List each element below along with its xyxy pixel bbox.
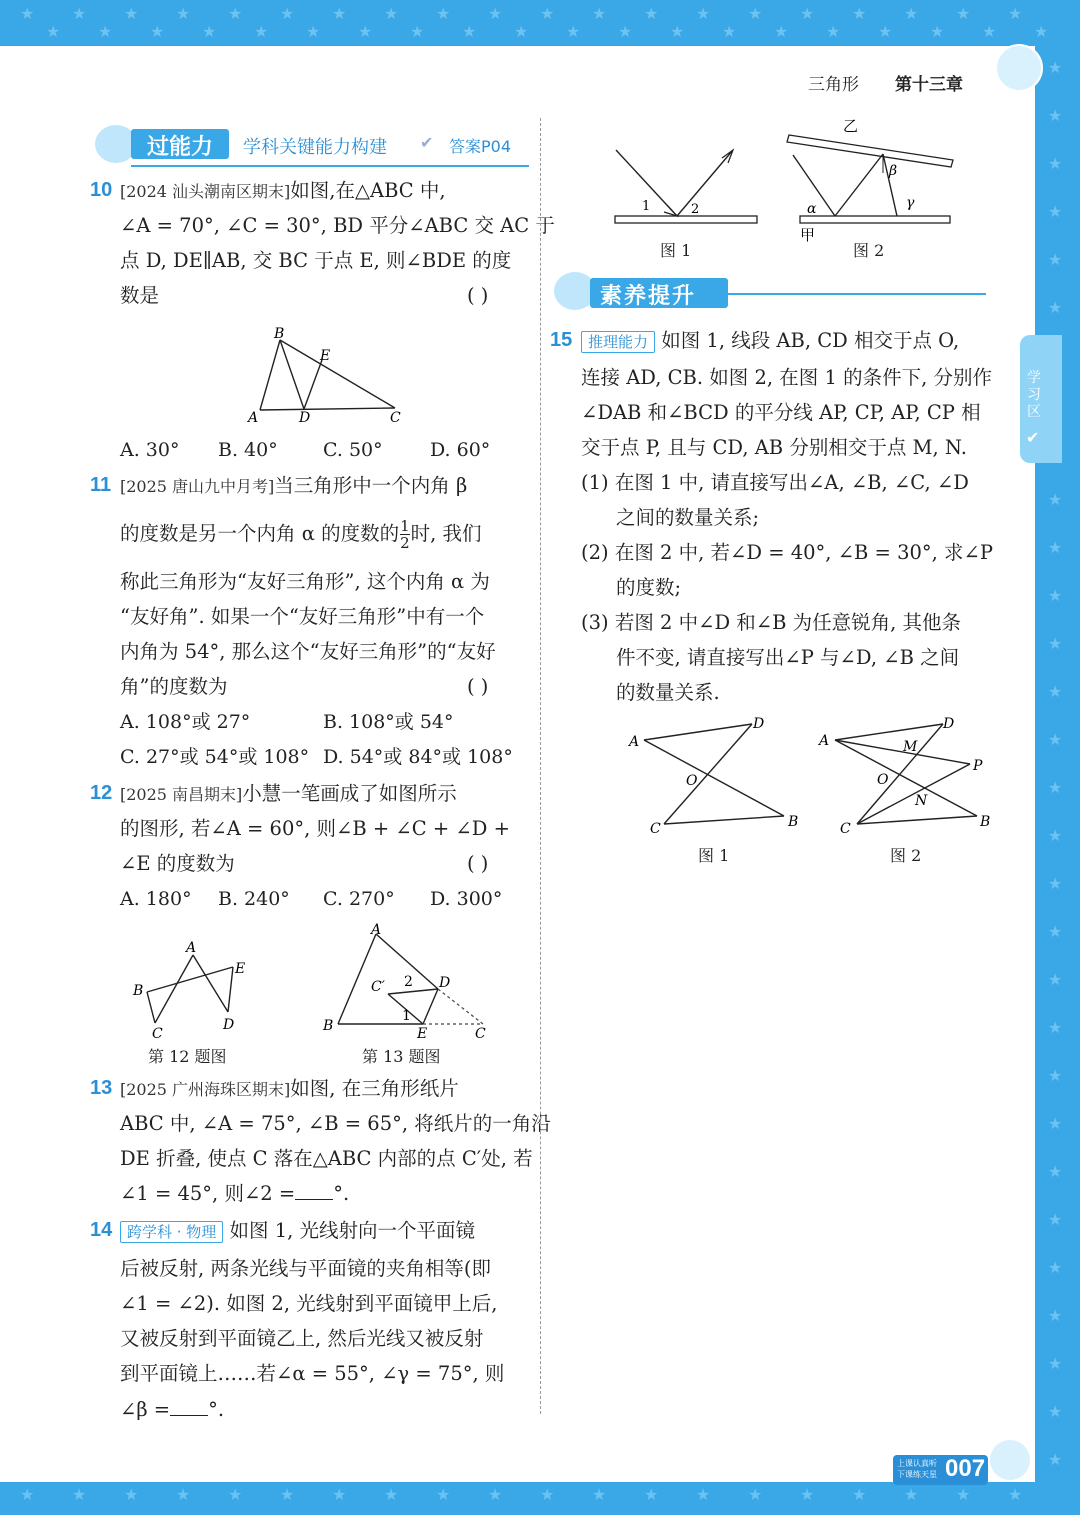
label-c: C — [475, 1026, 486, 1042]
label-two: 2 — [691, 202, 700, 217]
label-d: D — [299, 410, 311, 426]
label-d: D — [439, 975, 451, 991]
reflected-ray — [677, 150, 733, 216]
option-c[interactable]: C. 27°或 54°或 108° — [120, 746, 310, 768]
edge-b-to-right — [147, 967, 233, 992]
question-text: °. — [333, 1182, 350, 1205]
question-text: °. — [208, 1398, 225, 1421]
figure-caption: 图 1 — [660, 241, 692, 260]
label-a: A — [629, 734, 640, 750]
star-icon: ★ — [228, 1485, 243, 1504]
label-gamma: γ — [906, 195, 915, 211]
star-icon: ★ — [1008, 1485, 1023, 1504]
segment-cb — [857, 816, 977, 824]
star-icon: ★ — [930, 22, 945, 41]
option-a[interactable]: A. 180° — [120, 888, 192, 910]
label-e: E — [320, 348, 331, 364]
subject-tag: 跨学科 · 物理 — [120, 1221, 223, 1243]
question-text: 点 D, DE∥AB, 交 BC 于点 E, 则∠BDE 的度 — [120, 249, 512, 272]
option-d[interactable]: D. 60° — [430, 439, 491, 461]
header-subject: 三角形 — [808, 75, 859, 95]
edge-ab — [260, 340, 280, 410]
label-one: 1 — [402, 1008, 411, 1024]
question-text: (3) 若图 2 中∠D 和∠B 为任意锐角, 其他条 — [581, 611, 962, 634]
question-number: 14 — [90, 1219, 113, 1241]
star-icon: ★ — [1048, 298, 1063, 317]
label-b: B — [788, 814, 799, 830]
question-source: [2025 广州海珠区期末] — [120, 1080, 291, 1099]
page-number: 007 — [945, 1455, 986, 1482]
bisector-cp — [857, 764, 970, 824]
star-icon: ★ — [904, 4, 919, 23]
label-d: D — [223, 1017, 235, 1033]
star-icon: ★ — [800, 4, 815, 23]
fold-line-de — [423, 989, 438, 1024]
question-text: 到平面镜上……若∠α = 55°, ∠γ = 75°, 则 — [120, 1362, 505, 1385]
star-icon: ★ — [306, 22, 321, 41]
star-icon: ★ — [384, 1485, 399, 1504]
star-icon: ★ — [1048, 1162, 1063, 1181]
label-d: D — [753, 716, 765, 732]
label-b: B — [980, 814, 991, 830]
option-d[interactable]: D. 300° — [430, 888, 503, 910]
question-number: 15 — [550, 329, 573, 351]
label-e: E — [417, 1026, 428, 1042]
question-text: 后被反射, 两条光线与平面镜的夹角相等(即 — [120, 1257, 492, 1280]
question-text: 的度数; — [616, 576, 682, 599]
star-icon: ★ — [280, 1485, 295, 1504]
question-source: [2025 唐山九中月考] — [120, 477, 275, 496]
option-b[interactable]: B. 40° — [218, 439, 278, 461]
option-b[interactable]: B. 108°或 54° — [323, 711, 454, 733]
star-icon: ★ — [202, 22, 217, 41]
question-text: 又被反射到平面镜乙上, 然后光线又被反射 — [120, 1327, 484, 1350]
question-text: 数是 — [120, 284, 160, 307]
section-title: 素养提升 — [600, 284, 697, 309]
figure-caption: 图 1 — [698, 846, 730, 865]
column-divider — [540, 118, 541, 1414]
star-icon: ★ — [800, 1485, 815, 1504]
star-icon: ★ — [852, 4, 867, 23]
q12-figure — [125, 935, 255, 1040]
label-c: C — [390, 410, 401, 426]
question-text: 连接 AD, CB. 如图 2, 在图 1 的条件下, 分别作 — [581, 366, 992, 389]
answer-blank[interactable] — [170, 1397, 208, 1416]
star-icon: ★ — [1048, 874, 1063, 893]
question-text: ∠β = — [120, 1398, 171, 1421]
question-text: ∠1 = ∠2). 如图 2, 光线射到平面镜甲上后, — [120, 1292, 498, 1315]
edge-e-d — [228, 967, 233, 1012]
question-text: 称此三角形为“友好三角形”, 这个内角 α 为 — [120, 570, 490, 593]
star-icon: ★ — [878, 22, 893, 41]
question-text: 如图 1, 线段 AB, CD 相交于点 O, — [661, 329, 960, 352]
label-alpha: α — [807, 201, 817, 217]
option-d[interactable]: D. 54°或 84°或 108° — [323, 746, 513, 768]
edge-c-e-left — [147, 992, 155, 1023]
label-beta: β — [889, 163, 898, 179]
question-text: 如图, 在三角形纸片 — [290, 1077, 459, 1100]
section-header-literacy — [552, 270, 988, 315]
question-text: 角”的度数为 — [120, 675, 228, 698]
star-icon: ★ — [592, 1485, 607, 1504]
question-number: 12 — [90, 782, 113, 804]
star-icon: ★ — [670, 22, 685, 41]
star-icon: ★ — [1048, 922, 1063, 941]
mascot-corner-icon — [990, 1440, 1030, 1480]
label-a: A — [371, 922, 382, 938]
question-text: “友好角”. 如果一个“友好三角形”中有一个 — [120, 605, 485, 628]
star-icon: ★ — [280, 4, 295, 23]
label-m: M — [903, 739, 918, 755]
q14-figure-2 — [785, 115, 960, 245]
section-underline — [728, 293, 986, 295]
q15-figure-2 — [815, 712, 995, 842]
star-icon: ★ — [1048, 1306, 1063, 1325]
star-icon: ★ — [1048, 1402, 1063, 1421]
label-e: E — [235, 961, 246, 977]
star-icon: ★ — [956, 1485, 971, 1504]
check-icon: ✔ — [420, 133, 434, 152]
question-line — [120, 1076, 459, 1103]
question-text: 的度数是另一个内角 α 的度数的 — [120, 522, 400, 545]
star-icon: ★ — [488, 4, 503, 23]
question-line — [581, 328, 959, 354]
star-icon: ★ — [332, 1485, 347, 1504]
label-c-prime: C′ — [371, 979, 385, 995]
answer-ref[interactable]: 答案P04 — [449, 137, 512, 156]
q13-figure — [318, 922, 493, 1042]
segment-ab — [644, 740, 784, 816]
label-mirror-b: 乙 — [843, 117, 859, 135]
star-icon: ★ — [410, 22, 425, 41]
question-text: (1) 在图 1 中, 请直接写出∠A, ∠B, ∠C, ∠D — [581, 471, 969, 494]
header-chapter: 第十三章 — [895, 75, 963, 95]
star-icon: ★ — [20, 1485, 35, 1504]
mirror-b — [787, 135, 953, 167]
question-text: 小慧一笔画成了如图所示 — [242, 782, 457, 805]
section-title: 过能力 — [147, 135, 214, 160]
mirror — [615, 216, 757, 223]
star-icon: ★ — [332, 4, 347, 23]
label-c: C — [650, 821, 661, 837]
star-icon: ★ — [1048, 634, 1063, 653]
question-text: 时, 我们 — [410, 522, 482, 545]
figure-caption: 图 2 — [890, 846, 922, 865]
question-text: 交于点 P, 且与 CD, AB 分别相交于点 M, N. — [581, 436, 967, 459]
star-icon: ★ — [462, 22, 477, 41]
section-header-ability — [95, 123, 530, 173]
mirror-a — [800, 216, 950, 223]
segment-de — [304, 360, 322, 409]
star-icon: ★ — [722, 22, 737, 41]
star-icon: ★ — [826, 22, 841, 41]
segment-cb — [664, 816, 784, 824]
option-a[interactable]: A. 108°或 27° — [120, 711, 251, 733]
question-source: [2024 汕头潮南区期末] — [120, 182, 291, 201]
option-c[interactable]: C. 50° — [323, 439, 383, 461]
segment-bd — [280, 340, 304, 409]
original-dc — [438, 989, 483, 1024]
star-icon: ★ — [98, 22, 113, 41]
edge-a-c — [155, 955, 193, 1023]
star-icon: ★ — [748, 1485, 763, 1504]
question-text: ABC 中, ∠A = 75°, ∠B = 65°, 将纸片的一角沿 — [120, 1112, 551, 1135]
star-icon: ★ — [1034, 22, 1049, 41]
section-underline — [131, 165, 529, 167]
star-icon: ★ — [46, 22, 61, 41]
label-b: B — [274, 326, 285, 342]
star-icon: ★ — [1048, 1018, 1063, 1037]
page-slogan-bottom: 下课练天星 — [897, 1470, 937, 1479]
question-text: 内角为 54°, 那么这个“友好三角形”的“友好 — [120, 640, 496, 663]
star-icon: ★ — [1048, 1354, 1063, 1373]
star-icon: ★ — [488, 1485, 503, 1504]
star-icon: ★ — [176, 1485, 191, 1504]
q15-figure-1 — [622, 712, 807, 842]
star-icon: ★ — [696, 1485, 711, 1504]
star-icon: ★ — [514, 22, 529, 41]
check-icon: ✔ — [1026, 428, 1040, 447]
star-icon: ★ — [1048, 58, 1063, 77]
star-icon: ★ — [176, 4, 191, 23]
q14-figure-1 — [600, 140, 770, 235]
question-text: 如图 1, 光线射向一个平面镜 — [229, 1219, 476, 1242]
option-c[interactable]: C. 270° — [323, 888, 395, 910]
star-icon: ★ — [1048, 826, 1063, 845]
right-border-band — [1035, 0, 1080, 1515]
star-icon: ★ — [618, 22, 633, 41]
star-icon: ★ — [540, 1485, 555, 1504]
label-b: B — [323, 1018, 334, 1034]
answer-paren[interactable]: ( ) — [467, 852, 489, 875]
star-icon: ★ — [72, 1485, 87, 1504]
star-icon: ★ — [1048, 1210, 1063, 1229]
question-text: 件不变, 请直接写出∠P 与∠D, ∠B 之间 — [616, 646, 960, 669]
side-tab-label: 学习区 — [1027, 370, 1041, 420]
figure-caption: 图 2 — [853, 241, 885, 260]
star-icon: ★ — [358, 22, 373, 41]
star-icon: ★ — [1048, 106, 1063, 125]
mascot-logo-icon — [995, 44, 1043, 92]
star-icon: ★ — [1048, 1258, 1063, 1277]
edge-bc — [280, 340, 395, 408]
question-line — [120, 1181, 349, 1207]
star-icon: ★ — [1048, 202, 1063, 221]
star-icon: ★ — [384, 4, 399, 23]
star-icon: ★ — [20, 4, 35, 23]
label-c: C — [152, 1026, 163, 1040]
segment-ad — [644, 724, 752, 740]
label-n: N — [915, 793, 928, 809]
question-text: ∠1 = 45°, 则∠2 = — [120, 1182, 296, 1205]
question-line — [120, 1218, 475, 1244]
question-line — [120, 178, 446, 205]
star-icon: ★ — [904, 1485, 919, 1504]
question-text: ∠DAB 和∠BCD 的平分线 AP, CP, AP, CP 相 — [581, 401, 981, 424]
star-icon: ★ — [1008, 4, 1023, 23]
question-text: 之间的数量关系; — [616, 506, 760, 529]
fraction-numerator: 1 — [400, 517, 410, 535]
edge-d-a — [193, 955, 228, 1012]
label-two: 2 — [404, 974, 413, 990]
star-icon: ★ — [72, 4, 87, 23]
question-line — [120, 473, 467, 500]
label-mirror-a: 甲 — [800, 226, 816, 244]
label-one: 1 — [642, 199, 651, 214]
question-text: 的图形, 若∠A = 60°, 则∠B + ∠C + ∠D + — [120, 817, 510, 840]
star-icon: ★ — [1048, 1450, 1063, 1469]
star-icon: ★ — [540, 4, 555, 23]
folded-dc2 — [388, 989, 438, 994]
question-text: 当三角形中一个内角 β — [274, 474, 468, 497]
figure-caption: 第 13 题图 — [362, 1047, 441, 1066]
star-icon: ★ — [592, 4, 607, 23]
star-icon: ★ — [228, 4, 243, 23]
star-icon: ★ — [124, 4, 139, 23]
star-icon: ★ — [1048, 586, 1063, 605]
star-icon: ★ — [254, 22, 269, 41]
option-a[interactable]: A. 30° — [120, 439, 180, 461]
question-text: ∠E 的度数为 — [120, 852, 235, 875]
section-subtitle: 学科关键能力构建 — [243, 137, 387, 158]
segment-ad — [835, 724, 943, 740]
star-icon: ★ — [1048, 970, 1063, 989]
fraction-denominator: 2 — [400, 534, 410, 552]
question-line — [120, 781, 457, 808]
star-icon: ★ — [566, 22, 581, 41]
star-icon: ★ — [748, 4, 763, 23]
ray-up — [835, 154, 883, 216]
star-icon: ★ — [1048, 1066, 1063, 1085]
q10-figure — [240, 322, 410, 427]
skill-tag: 推理能力 — [581, 331, 655, 353]
question-source: [2025 南昌期末] — [120, 785, 243, 804]
star-icon: ★ — [150, 22, 165, 41]
question-text: 如图,在△ABC 中, — [290, 179, 446, 202]
option-b[interactable]: B. 240° — [218, 888, 290, 910]
star-icon: ★ — [696, 4, 711, 23]
star-icon: ★ — [1048, 490, 1063, 509]
label-a: A — [819, 733, 830, 749]
answer-paren[interactable]: ( ) — [467, 284, 489, 307]
page-slogan-top: 上课认真听 — [897, 1459, 937, 1468]
star-icon: ★ — [1048, 778, 1063, 797]
fraction — [400, 518, 410, 551]
question-line — [120, 1397, 224, 1423]
star-icon: ★ — [1048, 682, 1063, 701]
question-text: ∠A = 70°, ∠C = 30°, BD 平分∠ABC 交 AC 于 — [120, 214, 555, 237]
answer-blank[interactable] — [295, 1181, 333, 1200]
edge-ac — [260, 408, 395, 410]
star-icon: ★ — [644, 4, 659, 23]
label-p: P — [973, 758, 983, 774]
star-icon: ★ — [1048, 154, 1063, 173]
question-number: 10 — [90, 179, 113, 201]
label-o: O — [877, 772, 889, 788]
label-a: A — [248, 410, 259, 426]
question-number: 13 — [90, 1077, 113, 1099]
figure-caption: 第 12 题图 — [148, 1047, 227, 1066]
question-number: 11 — [90, 474, 112, 496]
star-icon: ★ — [852, 1485, 867, 1504]
star-icon: ★ — [956, 4, 971, 23]
star-icon: ★ — [644, 1485, 659, 1504]
star-icon: ★ — [436, 1485, 451, 1504]
arrow-incident — [664, 206, 677, 216]
star-icon: ★ — [982, 22, 997, 41]
star-icon: ★ — [124, 1485, 139, 1504]
question-text: (2) 在图 2 中, 若∠D = 40°, ∠B = 30°, 求∠P — [581, 541, 994, 564]
star-icon: ★ — [436, 4, 451, 23]
label-d: D — [943, 716, 955, 732]
star-icon: ★ — [1048, 250, 1063, 269]
question-text: DE 折叠, 使点 C 落在△ABC 内部的点 C′处, 若 — [120, 1147, 533, 1170]
star-icon: ★ — [1048, 1114, 1063, 1133]
star-icon: ★ — [1048, 538, 1063, 557]
star-icon: ★ — [1048, 730, 1063, 749]
label-b: B — [133, 983, 144, 999]
question-line — [120, 518, 482, 551]
label-a: A — [186, 940, 197, 956]
answer-paren[interactable]: ( ) — [467, 675, 489, 698]
question-text: 的数量关系. — [616, 681, 720, 704]
star-icon: ★ — [774, 22, 789, 41]
label-c: C — [840, 821, 851, 837]
label-o: O — [686, 773, 698, 789]
